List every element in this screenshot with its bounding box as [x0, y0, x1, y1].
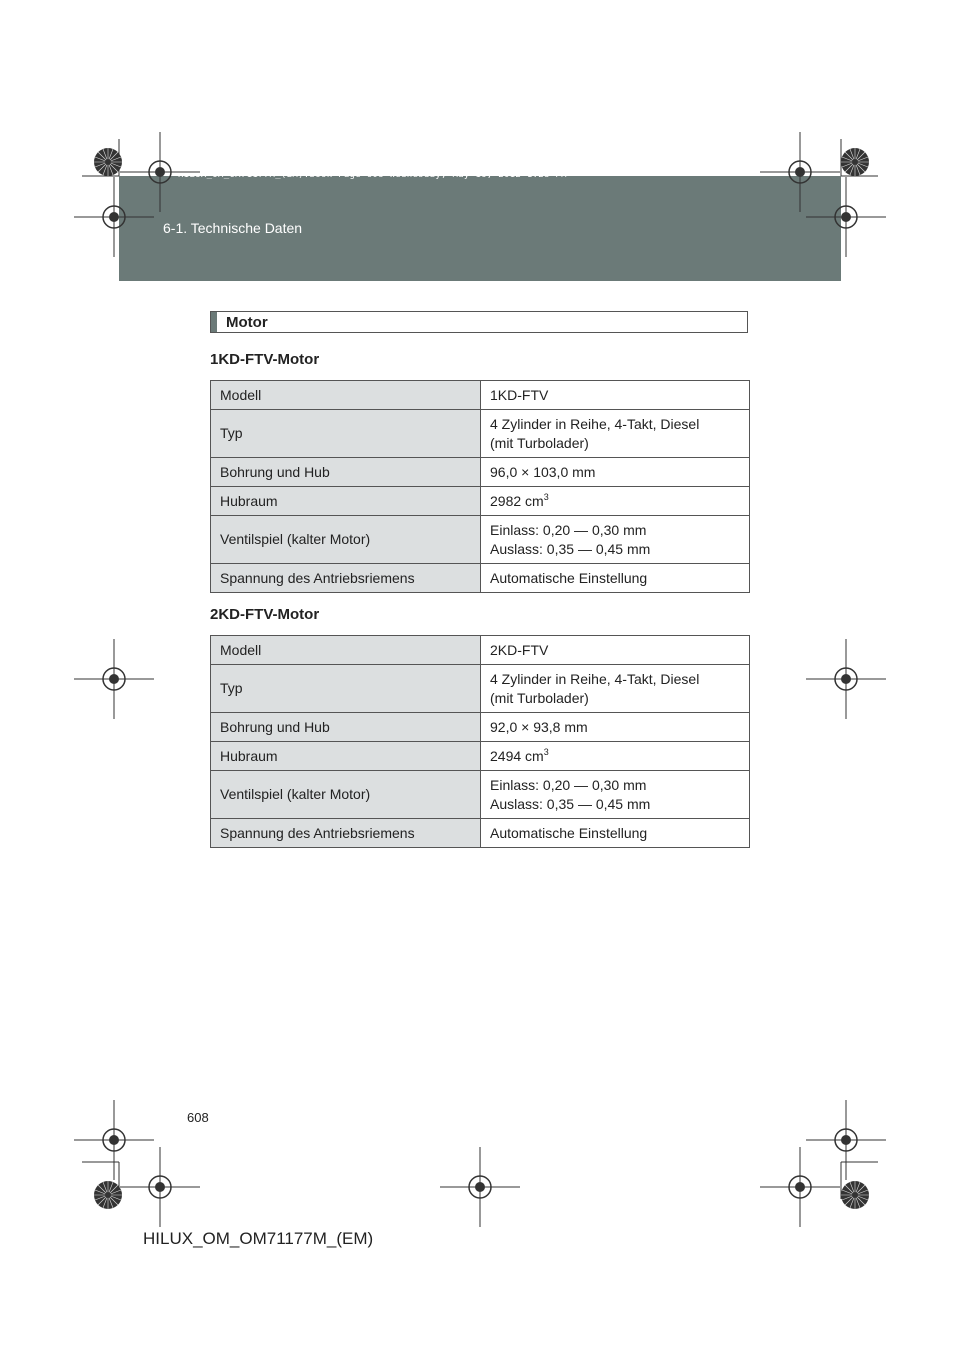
registration-mark-icon	[806, 177, 886, 257]
spec-key: Spannung des Antriebsriemens	[211, 819, 481, 848]
section-title: Motor	[226, 314, 268, 331]
color-dial-icon	[94, 148, 122, 176]
book-info: HILUX_OM_OM71177M_(EM).book Page 608 Wednesday, May 16, 2012 1:28 PM	[178, 170, 567, 180]
color-dial-icon	[841, 1181, 869, 1209]
spec-key: Typ	[211, 410, 481, 458]
footer-doc-id: HILUX_OM_OM71177M_(EM)	[143, 1229, 374, 1248]
engine-1-heading: 1KD-FTV-Motor	[210, 351, 320, 368]
registration-mark-icon	[806, 639, 886, 719]
spec-value: 2494 $cm^3$	[481, 742, 750, 771]
spec-value: 92,0 × 93,8 mm	[481, 713, 750, 742]
registration-mark-icon	[806, 1100, 886, 1180]
registration-mark-icon	[760, 132, 840, 212]
spec-key: Spannung des Antriebsriemens	[211, 564, 481, 593]
spec-value: Einlass: 0,20 — 0,30 mm Auslass: 0,35 — 0,45 mm	[481, 516, 750, 564]
spec-key: Modell	[211, 636, 481, 665]
section-label: 6-1. Technische Daten	[163, 220, 303, 236]
spec-value: Automatische Einstellung	[481, 819, 750, 848]
spec-key: Bohrung und Hub	[211, 713, 481, 742]
spec-value: 2982 $cm^3$	[481, 487, 750, 516]
spec-value: Automatische Einstellung	[481, 564, 750, 593]
registration-mark-icon	[120, 1147, 200, 1227]
color-dial-icon	[94, 1181, 122, 1209]
registration-mark-icon	[760, 1147, 840, 1227]
spec-value: 96,0 × 103,0 mm	[481, 458, 750, 487]
spec-key: Ventilspiel (kalter Motor)	[211, 516, 481, 564]
spec-key: Modell	[211, 381, 481, 410]
spec-value: 4 Zylinder in Reihe, 4-Takt, Diesel (mit Turbolader)	[481, 665, 750, 713]
spec-key: Hubraum	[211, 487, 481, 516]
spec-key: Bohrung und Hub	[211, 458, 481, 487]
spec-value: Einlass: 0,20 — 0,30 mm Auslass: 0,35 — 0,45 mm	[481, 771, 750, 819]
registration-mark-icon	[440, 1147, 520, 1227]
registration-mark-icon	[74, 639, 154, 719]
spec-value: 1KD-FTV	[481, 381, 750, 410]
spec-value: 4 Zylinder in Reihe, 4-Takt, Diesel (mit Turbolader)	[481, 410, 750, 458]
page-number: 608	[187, 1110, 209, 1125]
spec-value: 2KD-FTV	[481, 636, 750, 665]
registration-mark-icon	[120, 132, 200, 212]
registration-mark-icon	[74, 1100, 154, 1180]
color-dial-icon	[841, 148, 869, 176]
spec-key: Ventilspiel (kalter Motor)	[211, 771, 481, 819]
registration-mark-icon	[74, 177, 154, 257]
spec-key: Hubraum	[211, 742, 481, 771]
engine-2-heading: 2KD-FTV-Motor	[210, 606, 320, 623]
spec-key: Typ	[211, 665, 481, 713]
